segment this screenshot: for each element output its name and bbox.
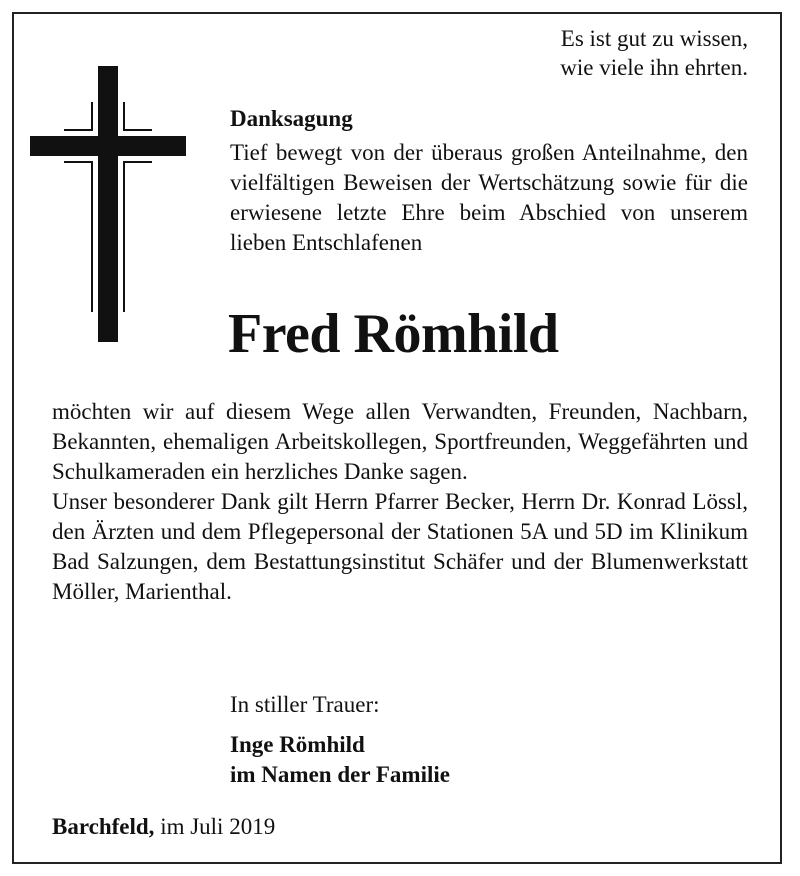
body-paragraph-2: Unser besonderer Dank gilt Herrn Pfarrer Becker, Herrn Dr. Konrad Lössl, den Ärzten und dem Pflegepersonal der Stationen 5A und 5D im Klinikum Bad Salzungen, dem Bestattungsinstitut Schäfer und der Blumenwerkstatt Möller, Marienthal. <box>52 489 748 604</box>
quote-line-2: wie viele ihn ehrten. <box>560 55 748 80</box>
signature-name: Inge Römhild <box>230 732 365 757</box>
deceased-name: Fred Römhild <box>228 303 559 365</box>
body-paragraph-1: möchten wir auf diesem Wege allen Verwandten, Freunden, Nachbarn, Bekannten, ehemaligen Arbeitskollegen, Sportfreunden, Weggefährten und Schulkameraden ein herzliches Danke sagen. <box>52 399 748 484</box>
cross-icon <box>30 66 190 346</box>
body-text <box>52 397 748 607</box>
signature-family: im Namen der Familie <box>230 762 450 787</box>
place-date-text: im Juli 2019 <box>160 814 276 839</box>
mourning-line: In stiller Trauer: <box>230 692 380 717</box>
place-town: Barchfeld, <box>52 814 155 839</box>
intro-text: Tief bewegt von der überaus großen Anteilnahme, den vielfältigen Beweisen der Wertschätzung sowie für die erwiesene letzte Ehre beim Abschied von unserem lieben Entschlafenen <box>230 140 748 255</box>
quote <box>560 24 748 82</box>
signature <box>230 730 450 790</box>
quote-line-1: Es ist gut zu wissen, <box>560 26 748 51</box>
intro-block <box>230 104 748 258</box>
place-date <box>52 812 275 842</box>
heading: Danksagung <box>230 106 353 131</box>
